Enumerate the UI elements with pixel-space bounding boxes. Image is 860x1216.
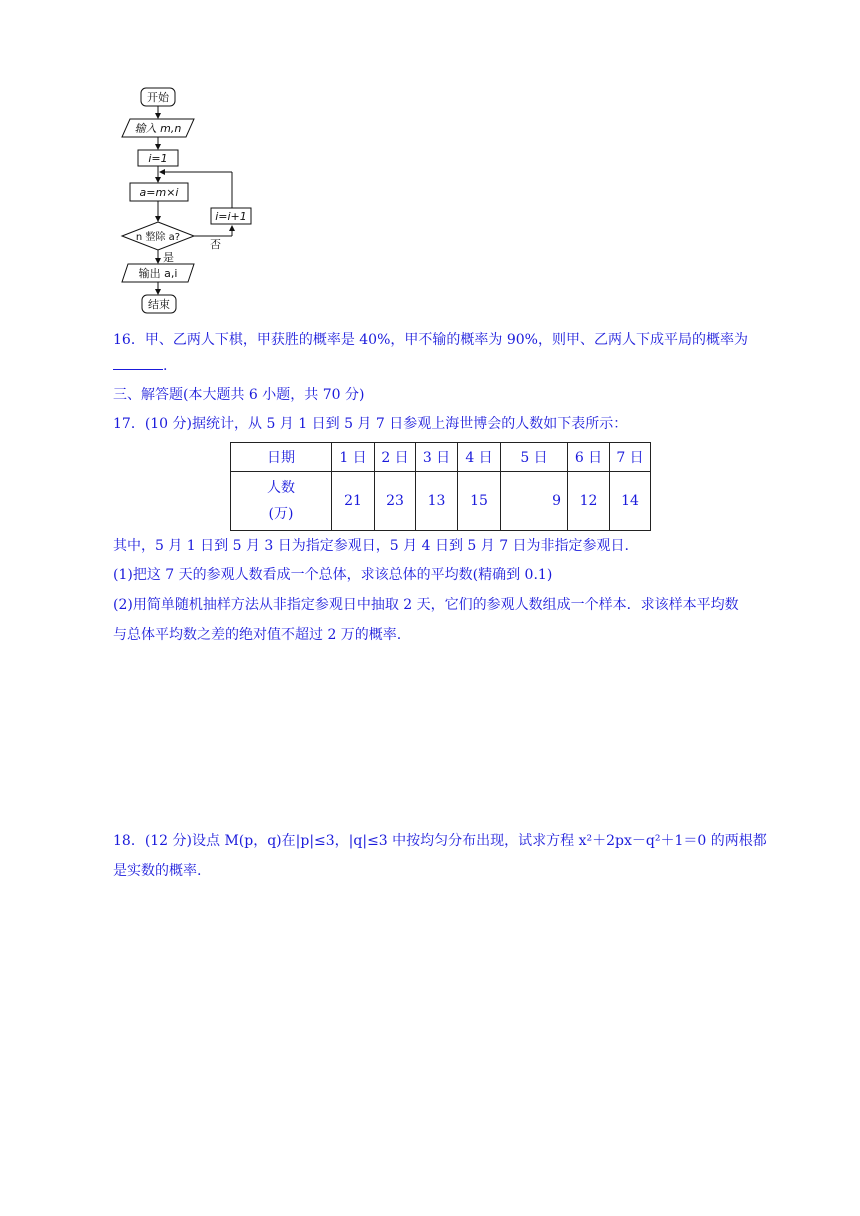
- question-16-blank-line: [113, 355, 167, 376]
- table-row-label: [231, 472, 332, 531]
- flowchart: [110, 84, 270, 320]
- row-label-unit: (万): [268, 506, 294, 522]
- flow-no-label: 否: [210, 238, 221, 251]
- question-17-part2-line1: (2)用简单随机抽样方法从非指定参观日中抽取 2 天，它们的参观人数组成一个样本．求该样本平均数: [113, 597, 739, 613]
- table-header-date: 6 日: [568, 443, 610, 472]
- flow-end-label: 结束: [148, 298, 170, 311]
- question-16-tail: .: [163, 358, 168, 374]
- table-header-label: 日期: [231, 443, 332, 472]
- flow-output-label: 输出 a,i: [138, 267, 178, 280]
- table-header-date: 2 日: [375, 443, 416, 472]
- answer-blank: [113, 355, 163, 370]
- table-header-date: 3 日: [416, 443, 458, 472]
- table-cell: 9: [501, 472, 568, 531]
- table-cell: 13: [416, 472, 458, 531]
- table-cell: 14: [610, 472, 651, 531]
- question-18-line1: 18．(12 分)设点 M(p，q)在|p|≤3，|q|≤3 中按均匀分布出现，试求方程 x²＋2px－q²＋1＝0 的两根都: [113, 833, 767, 849]
- question-17-part1: (1)把这 7 天的参观人数看成一个总体，求该总体的平均数(精确到 0.1): [113, 567, 553, 583]
- table-header-row: [231, 443, 651, 472]
- flow-decision-label: n 整除 a?: [135, 232, 181, 243]
- table-header-date: 4 日: [458, 443, 501, 472]
- table-header-date: 1 日: [332, 443, 375, 472]
- question-16-text: 16．甲、乙两人下棋，甲获胜的概率是 40%，甲不输的概率为 90%，则甲、乙两人下成平局的概率为: [113, 332, 748, 348]
- flow-yes-label: 是: [163, 251, 174, 264]
- table-header-date: 7 日: [610, 443, 651, 472]
- flow-init-label: i=1: [148, 152, 168, 165]
- table-cell: 12: [568, 472, 610, 531]
- row-label-count: 人数: [267, 480, 295, 496]
- table-header-date: 5 日: [501, 443, 568, 472]
- table-cell: 15: [458, 472, 501, 531]
- question-16: [113, 330, 748, 350]
- question-17-part2-line2: 与总体平均数之差的绝对值不超过 2 万的概率.: [113, 627, 402, 643]
- table-cell: 23: [375, 472, 416, 531]
- flow-increment-label: i=i+1: [215, 210, 247, 223]
- flow-compute-label: a=m×i: [139, 186, 179, 199]
- question-18-line2: 是实数的概率.: [113, 863, 202, 879]
- flow-input-label: 输入 m,n: [134, 122, 182, 135]
- flow-start-label: 开始: [147, 91, 169, 104]
- visitors-table: [230, 442, 651, 531]
- question-17-note: 其中，5 月 1 日到 5 月 3 日为指定参观日，5 月 4 日到 5 月 7 日为非指定参观日.: [113, 538, 630, 554]
- table-cell: 21: [332, 472, 375, 531]
- table-row: [231, 472, 651, 531]
- question-17-intro: 17．(10 分)据统计，从 5 月 1 日到 5 月 7 日参观上海世博会的人数如下表所示：: [113, 416, 628, 432]
- section-heading: 三、解答题(本大题共 6 小题，共 70 分): [113, 387, 365, 403]
